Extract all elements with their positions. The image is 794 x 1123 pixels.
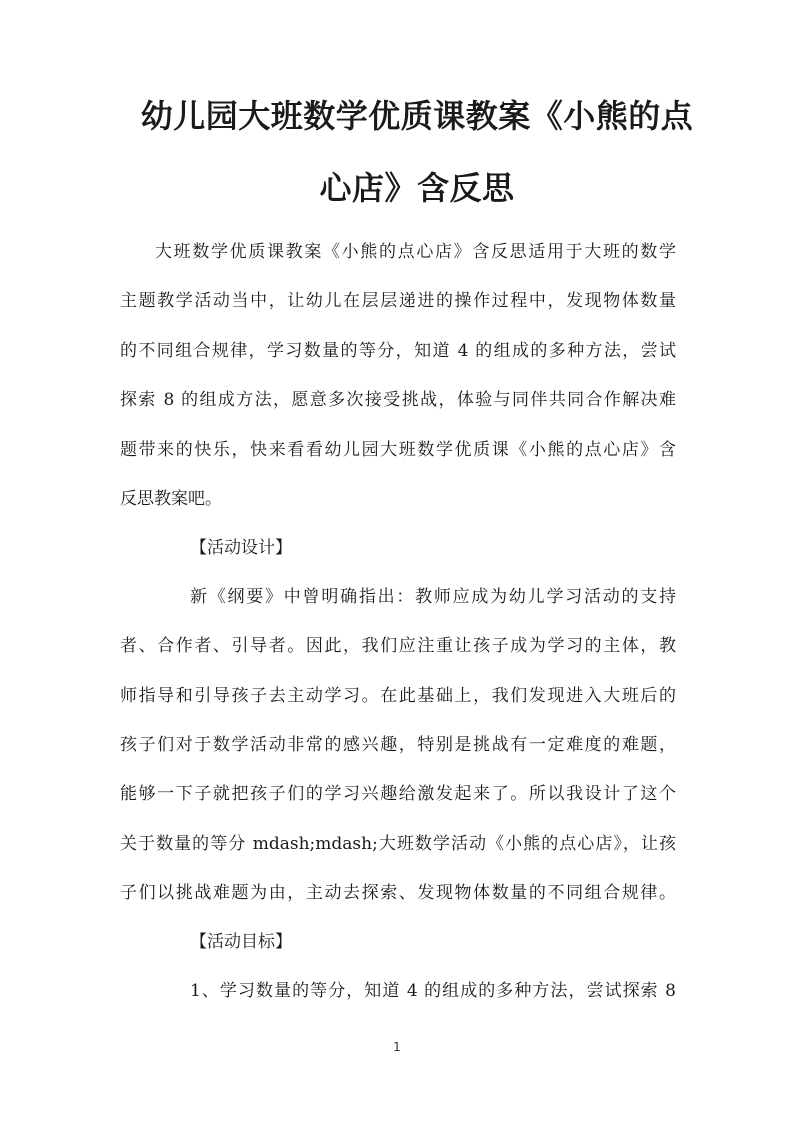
- design-line-5: 能够一下子就把孩子们的学习兴趣给激发起来了。所以我设计了这个: [120, 784, 676, 804]
- intro-line-6: 反思教案吧。: [120, 489, 222, 509]
- design-line-7: 子们以挑战难题为由，主动去探索、发现物体数量的不同组合规律。: [120, 883, 676, 903]
- design-line-1: 新《纲要》中曾明确指出：教师应成为幼儿学习活动的支持: [190, 587, 676, 607]
- page-number: 1: [393, 1040, 401, 1054]
- intro-line-4: 探索 8 的组成方法，愿意多次接受挑战，体验与同伴共同合作解决难: [120, 390, 676, 410]
- intro-line-3: 的不同组合规律，学习数量的等分，知道 4 的组成的多种方法，尝试: [120, 341, 676, 361]
- section-heading-design: 【活动设计】: [190, 538, 292, 558]
- design-line-6: 关于数量的等分 mdash;mdash;大班数学活动《小熊的点心店》，让孩: [120, 834, 676, 854]
- design-line-4: 孩子们对于数学活动非常的感兴趣，特别是挑战有一定难度的难题，: [120, 735, 676, 755]
- design-line-2: 者、合作者、引导者。因此，我们应注重让孩子成为学习的主体，教: [120, 636, 676, 656]
- design-line-3: 师指导和引导孩子去主动学习。在此基础上，我们发现进入大班后的: [120, 686, 676, 706]
- document-title-line-1: 幼儿园大班数学优质课教案《小熊的点: [140, 97, 694, 135]
- document-title-line-2: 心店》含反思: [319, 169, 515, 207]
- section-heading-goals: 【活动目标】: [190, 932, 292, 952]
- intro-line-1: 大班数学优质课教案《小熊的点心店》含反思适用于大班的数学: [155, 242, 676, 262]
- goal-line-1: 1、学习数量的等分，知道 4 的组成的多种方法，尝试探索 8: [190, 981, 676, 1001]
- intro-line-2: 主题教学活动当中，让幼儿在层层递进的操作过程中，发现物体数量: [120, 291, 676, 311]
- intro-line-5: 题带来的快乐，快来看看幼儿园大班数学优质课《小熊的点心店》含: [120, 440, 676, 460]
